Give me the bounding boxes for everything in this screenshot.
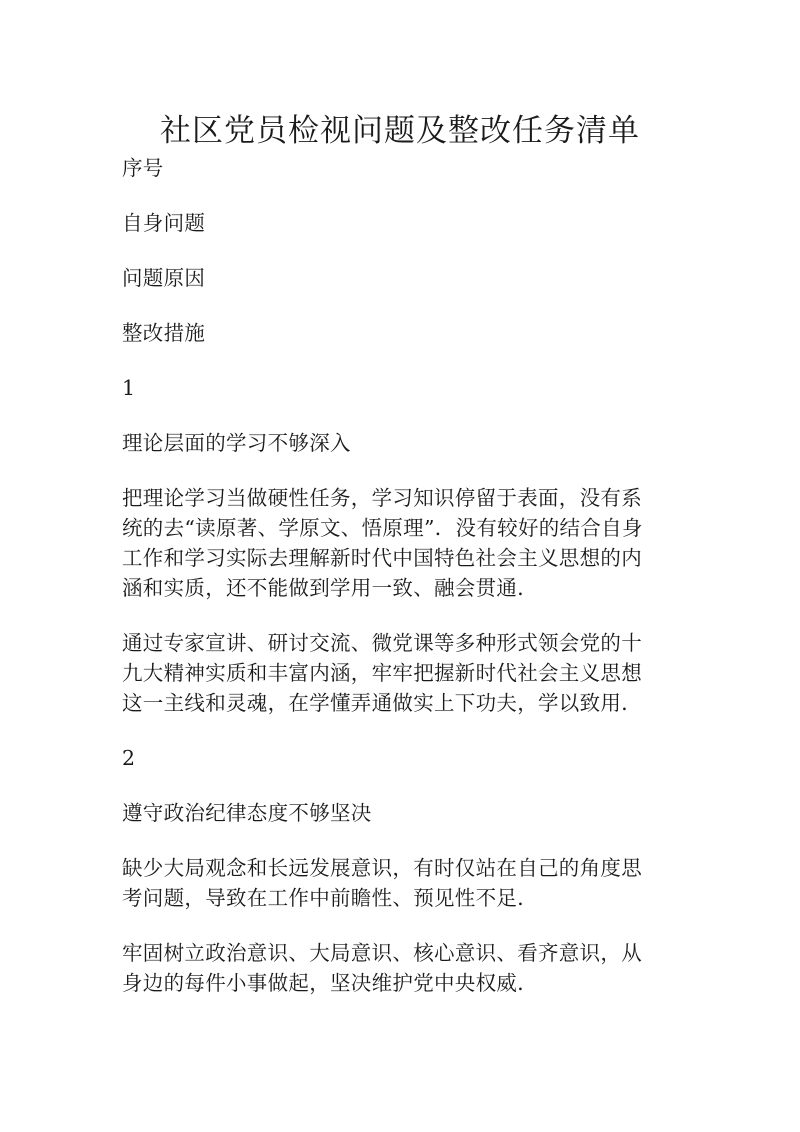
row-cause: 把理论学习当做硬性任务，学习知识停留于表面，没有系统的去“读原著、学原文、悟原理”．没有较好的结合自身工作和学习实际去理解新时代中国特色社会主义思想的内涵和实质，还不能做到学用一致、融会贯通． bbox=[122, 486, 643, 600]
document-title: 社区党员检视问题及整改任务清单 bbox=[160, 113, 640, 149]
header-cell-problem: 自身问题 bbox=[122, 211, 206, 235]
header-cell-serial: 序号 bbox=[122, 156, 164, 180]
row-problem: 理论层面的学习不够深入 bbox=[122, 431, 351, 455]
row-measure: 牢固树立政治意识、大局意识、核心意识、看齐意识，从身边的每件小事做起，坚决维护党中央权威． bbox=[122, 941, 642, 995]
row-number: 2 bbox=[122, 746, 136, 770]
row-problem: 遵守政治纪律态度不够坚决 bbox=[122, 801, 372, 825]
row-measure: 通过专家宣讲、研讨交流、微党课等多种形式领会党的十九大精神实质和丰富内涵，牢牢把握新时代社会主义思想这一主线和灵魂，在学懂弄通做实上下功夫，学以致用． bbox=[122, 631, 642, 715]
row-number: 1 bbox=[122, 376, 136, 400]
header-cell-cause: 问题原因 bbox=[122, 266, 206, 290]
row-cause: 缺少大局观念和长远发展意识，有时仅站在自己的角度思考问题，导致在工作中前瞻性、预见性不足． bbox=[122, 856, 642, 910]
header-cell-measure: 整改措施 bbox=[122, 321, 206, 345]
document-body bbox=[122, 153, 662, 1023]
